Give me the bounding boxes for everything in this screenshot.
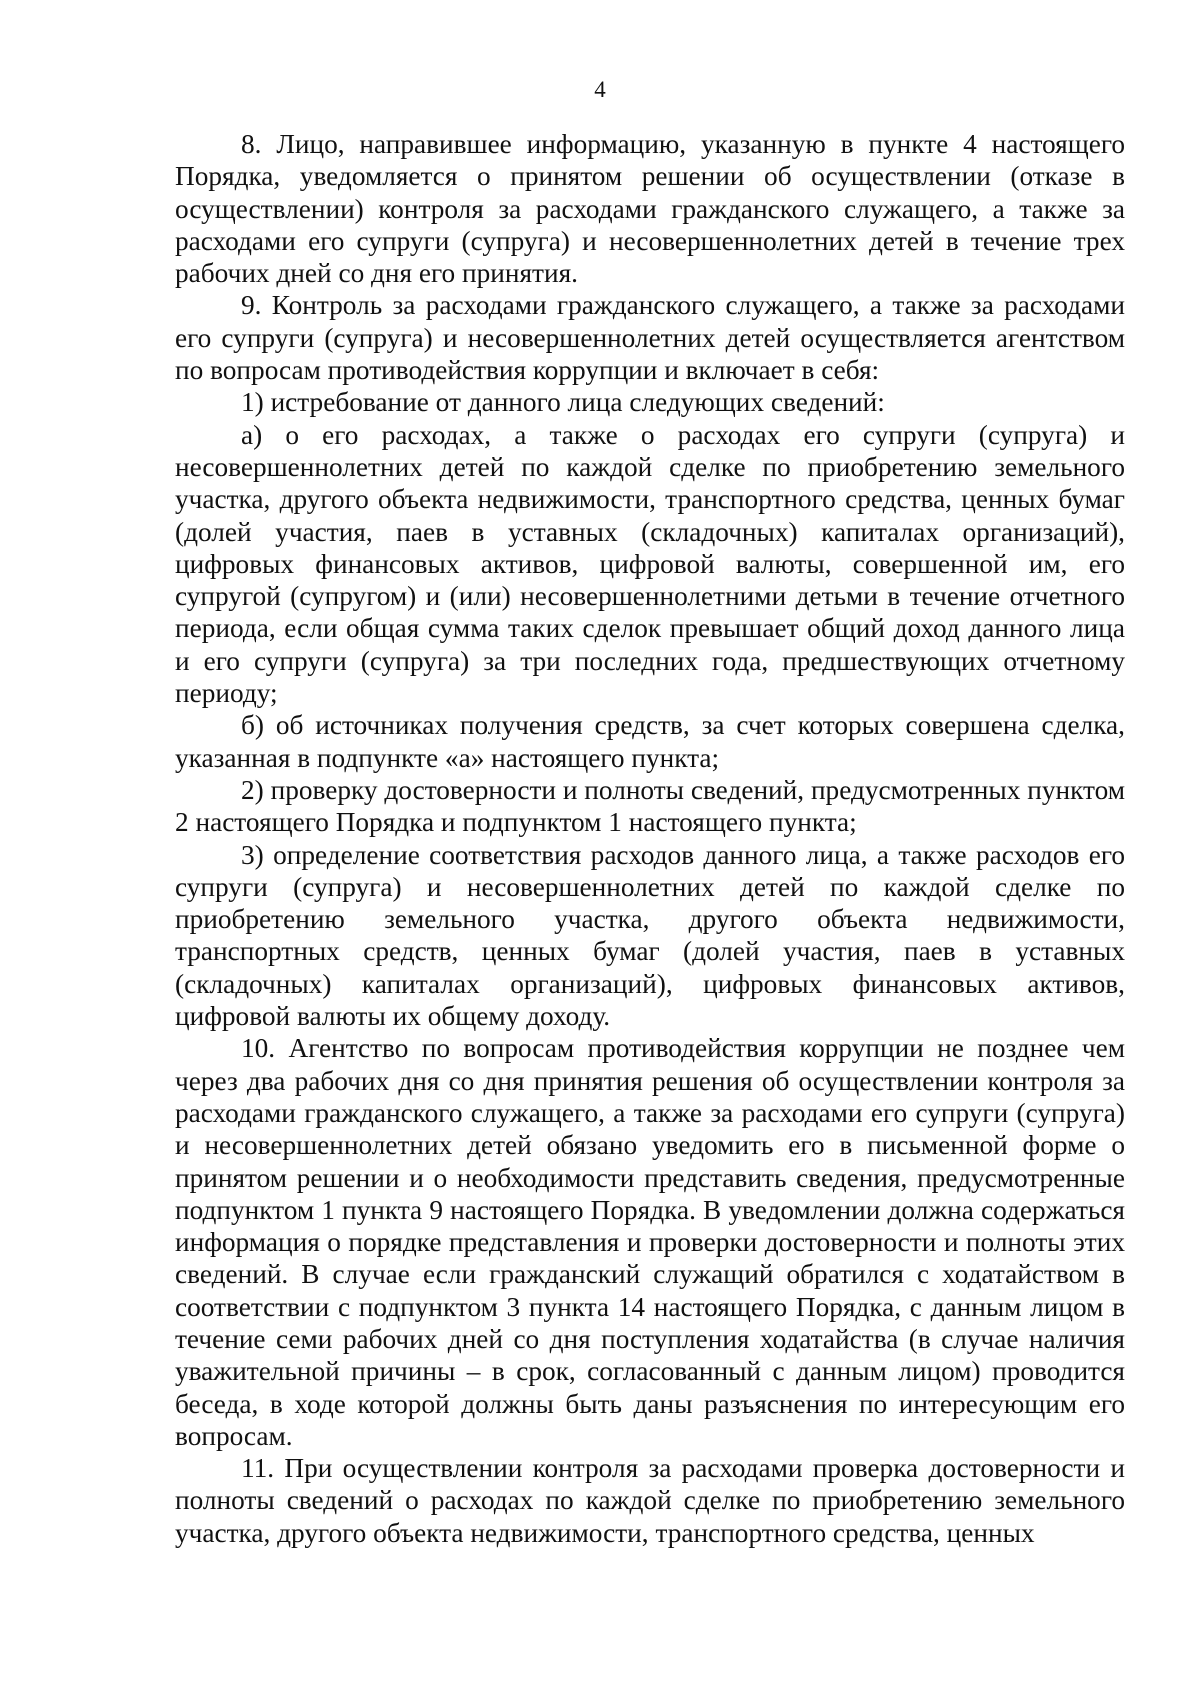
document-body <box>175 128 1125 1549</box>
paragraph-10: 10. Агентство по вопросам противодействия коррупции не позднее чем через два рабочих дня со дня принятия решения об осуществлении контроля за расходами гражданского служащего, а также за расходами его супруги (супруга) и несовершеннолетних детей обязано уведомить его в письменной форме о принятом решении и о необходимости представить сведения, предусмотренные подпунктом 1 пункта 9 настоящего Порядка. В уведомлении должна содержаться информация о порядке представления и проверки достоверности и полноты этих сведений. В случае если гражданский служащий обратился с ходатайством в соответствии с подпунктом 3 пункта 14 настоящего Порядка, с данным лицом в течение семи рабочих дней со дня поступления ходатайства (в случае наличия уважительной причины – в срок, согласованный с данным лицом) проводится беседа, в ходе которой должны быть даны разъяснения по интересующим его вопросам. <box>175 1033 1125 1451</box>
subitem-9-3: 3) определение соответствия расходов данного лица, а также расходов его супруги (супруга) и несовершеннолетних детей по каждой сделке по приобретению земельного участка, другого объекта недвижимости, транспортных средств, ценных бумаг (долей участия, паев в уставных (складочных) капиталах организаций), цифровых финансовых активов, цифровой валюты их общему доходу. <box>175 839 1125 1032</box>
paragraph-8: 8. Лицо, направившее информацию, указанную в пункте 4 настоящего Порядка, уведомляется о принятом решении об осуществлении (отказе в осуществлении) контроля за расходами гражданского служащего, а также за расходами его супруги (супруга) и несовершеннолетних детей в течение трех рабочих дней со дня его принятия. <box>175 129 1125 289</box>
subitem-9-1-b: б) об источниках получения средств, за счет которых совершена сделка, указанная в подпункте «а» настоящего пункта; <box>175 710 1125 773</box>
subitem-9-1-a: а) о его расходах, а также о расходах его супруги (супруга) и несовершеннолетних детей по каждой сделке по приобретению земельного участка, другого объекта недвижимости, транспортного средства, ценных бумаг (долей участия, паев в уставных (складочных) капиталах организаций), цифровых финансовых активов, цифровой валюты, совершенной им, его супругой (супругом) и (или) несовершеннолетними детьми в течение отчетного периода, если общая сумма таких сделок превышает общий доход данного лица и его супруги (супруга) за три последних года, предшествующих отчетному периоду; <box>175 419 1125 709</box>
paragraph-11: 11. При осуществлении контроля за расходами проверка достоверности и полноты сведений о расходах по каждой сделке по приобретению земельного участка, другого объекта недвижимости, транспортного средства, ценных <box>175 1453 1125 1548</box>
subitem-9-2: 2) проверку достоверности и полноты сведений, предусмотренных пунктом 2 настоящего Порядка и подпунктом 1 настоящего пункта; <box>175 774 1125 838</box>
paragraph-9: 9. Контроль за расходами гражданского служащего, а также за расходами его супруги (супруга) и несовершеннолетних детей осуществляется агентством по вопросам противодействия коррупции и включает в себя: <box>175 290 1125 386</box>
subitem-9-1: 1) истребование от данного лица следующих сведений: <box>241 387 885 418</box>
page-number: 4 <box>594 77 606 102</box>
